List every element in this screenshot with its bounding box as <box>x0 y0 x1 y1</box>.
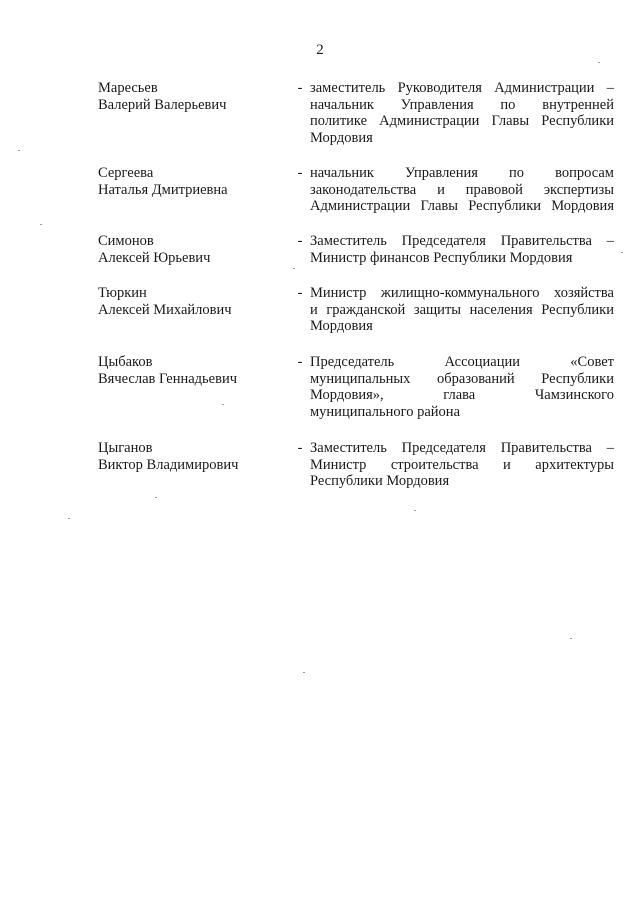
position-line: муниципальных образований Республики <box>310 370 614 387</box>
scan-speck <box>621 252 623 253</box>
scan-speck <box>18 150 20 151</box>
member-name <box>98 80 273 113</box>
page-number: 2 <box>316 42 324 58</box>
member-position <box>310 80 614 146</box>
member-position <box>310 440 614 490</box>
position-line: политике Администрации Главы Республики <box>310 113 614 129</box>
scan-speck <box>68 518 70 519</box>
member-given-names: Вячеслав Геннадьевич <box>98 370 238 387</box>
scan-speck <box>414 510 416 511</box>
position-line: начальник Управления по внутренней <box>310 96 614 113</box>
entry-dash: - <box>297 80 303 96</box>
scan-speck <box>293 268 295 269</box>
member-name <box>98 285 273 318</box>
member-position <box>310 285 614 335</box>
member-position <box>310 233 614 266</box>
member-name <box>98 440 273 473</box>
position-line: Министр жилищно-коммунального хозяйства <box>310 285 614 301</box>
position-line: муниципального района <box>310 403 460 420</box>
scan-speck <box>155 497 157 498</box>
entry-dash: - <box>297 354 303 370</box>
member-name <box>98 165 273 198</box>
entry-dash: - <box>297 440 303 456</box>
position-line: Заместитель Председателя Правительства – <box>310 440 614 456</box>
position-line: законодательства и правовой экспертизы <box>310 181 614 198</box>
position-line: Мордовия <box>310 129 373 146</box>
member-surname: Цыбаков <box>98 354 153 370</box>
member-surname: Тюркин <box>98 285 147 301</box>
member-given-names: Валерий Валерьевич <box>98 96 227 113</box>
member-surname: Сергеева <box>98 165 154 181</box>
member-position <box>310 165 614 215</box>
position-line: заместитель Руководителя Администрации – <box>310 80 614 96</box>
scan-speck <box>222 404 224 405</box>
member-position <box>310 354 614 420</box>
member-name <box>98 233 273 266</box>
position-line: начальник Управления по вопросам <box>310 165 614 181</box>
position-line: Администрации Главы Республики Мордовия <box>310 198 614 214</box>
entry-dash: - <box>297 285 303 301</box>
member-given-names: Алексей Юрьевич <box>98 249 211 266</box>
position-line: и гражданской защиты населения Республики <box>310 301 614 318</box>
position-line: Республики Мордовия <box>310 473 450 489</box>
member-given-names: Алексей Михайлович <box>98 301 232 318</box>
member-surname: Маресьев <box>98 80 158 96</box>
entry-dash: - <box>297 233 303 249</box>
position-line: Председатель Ассоциации «Совет <box>310 354 614 370</box>
member-given-names: Виктор Владимирович <box>98 456 239 473</box>
member-given-names: Наталья Дмитриевна <box>98 181 228 198</box>
position-line: Министр строительства и архитектуры <box>310 456 614 473</box>
position-line: Мордовия <box>310 318 373 334</box>
position-line: Заместитель Председателя Правительства – <box>310 233 614 249</box>
scan-speck <box>40 224 42 225</box>
entry-dash: - <box>297 165 303 181</box>
position-line: Министр финансов Республики Мордовия <box>310 249 573 266</box>
member-surname: Цыганов <box>98 440 153 456</box>
member-name <box>98 354 273 387</box>
scan-speck <box>598 62 600 63</box>
scan-speck <box>303 672 305 673</box>
scan-speck <box>570 638 572 639</box>
member-surname: Симонов <box>98 233 154 249</box>
position-line: Мордовия», глава Чамзинского <box>310 387 614 403</box>
